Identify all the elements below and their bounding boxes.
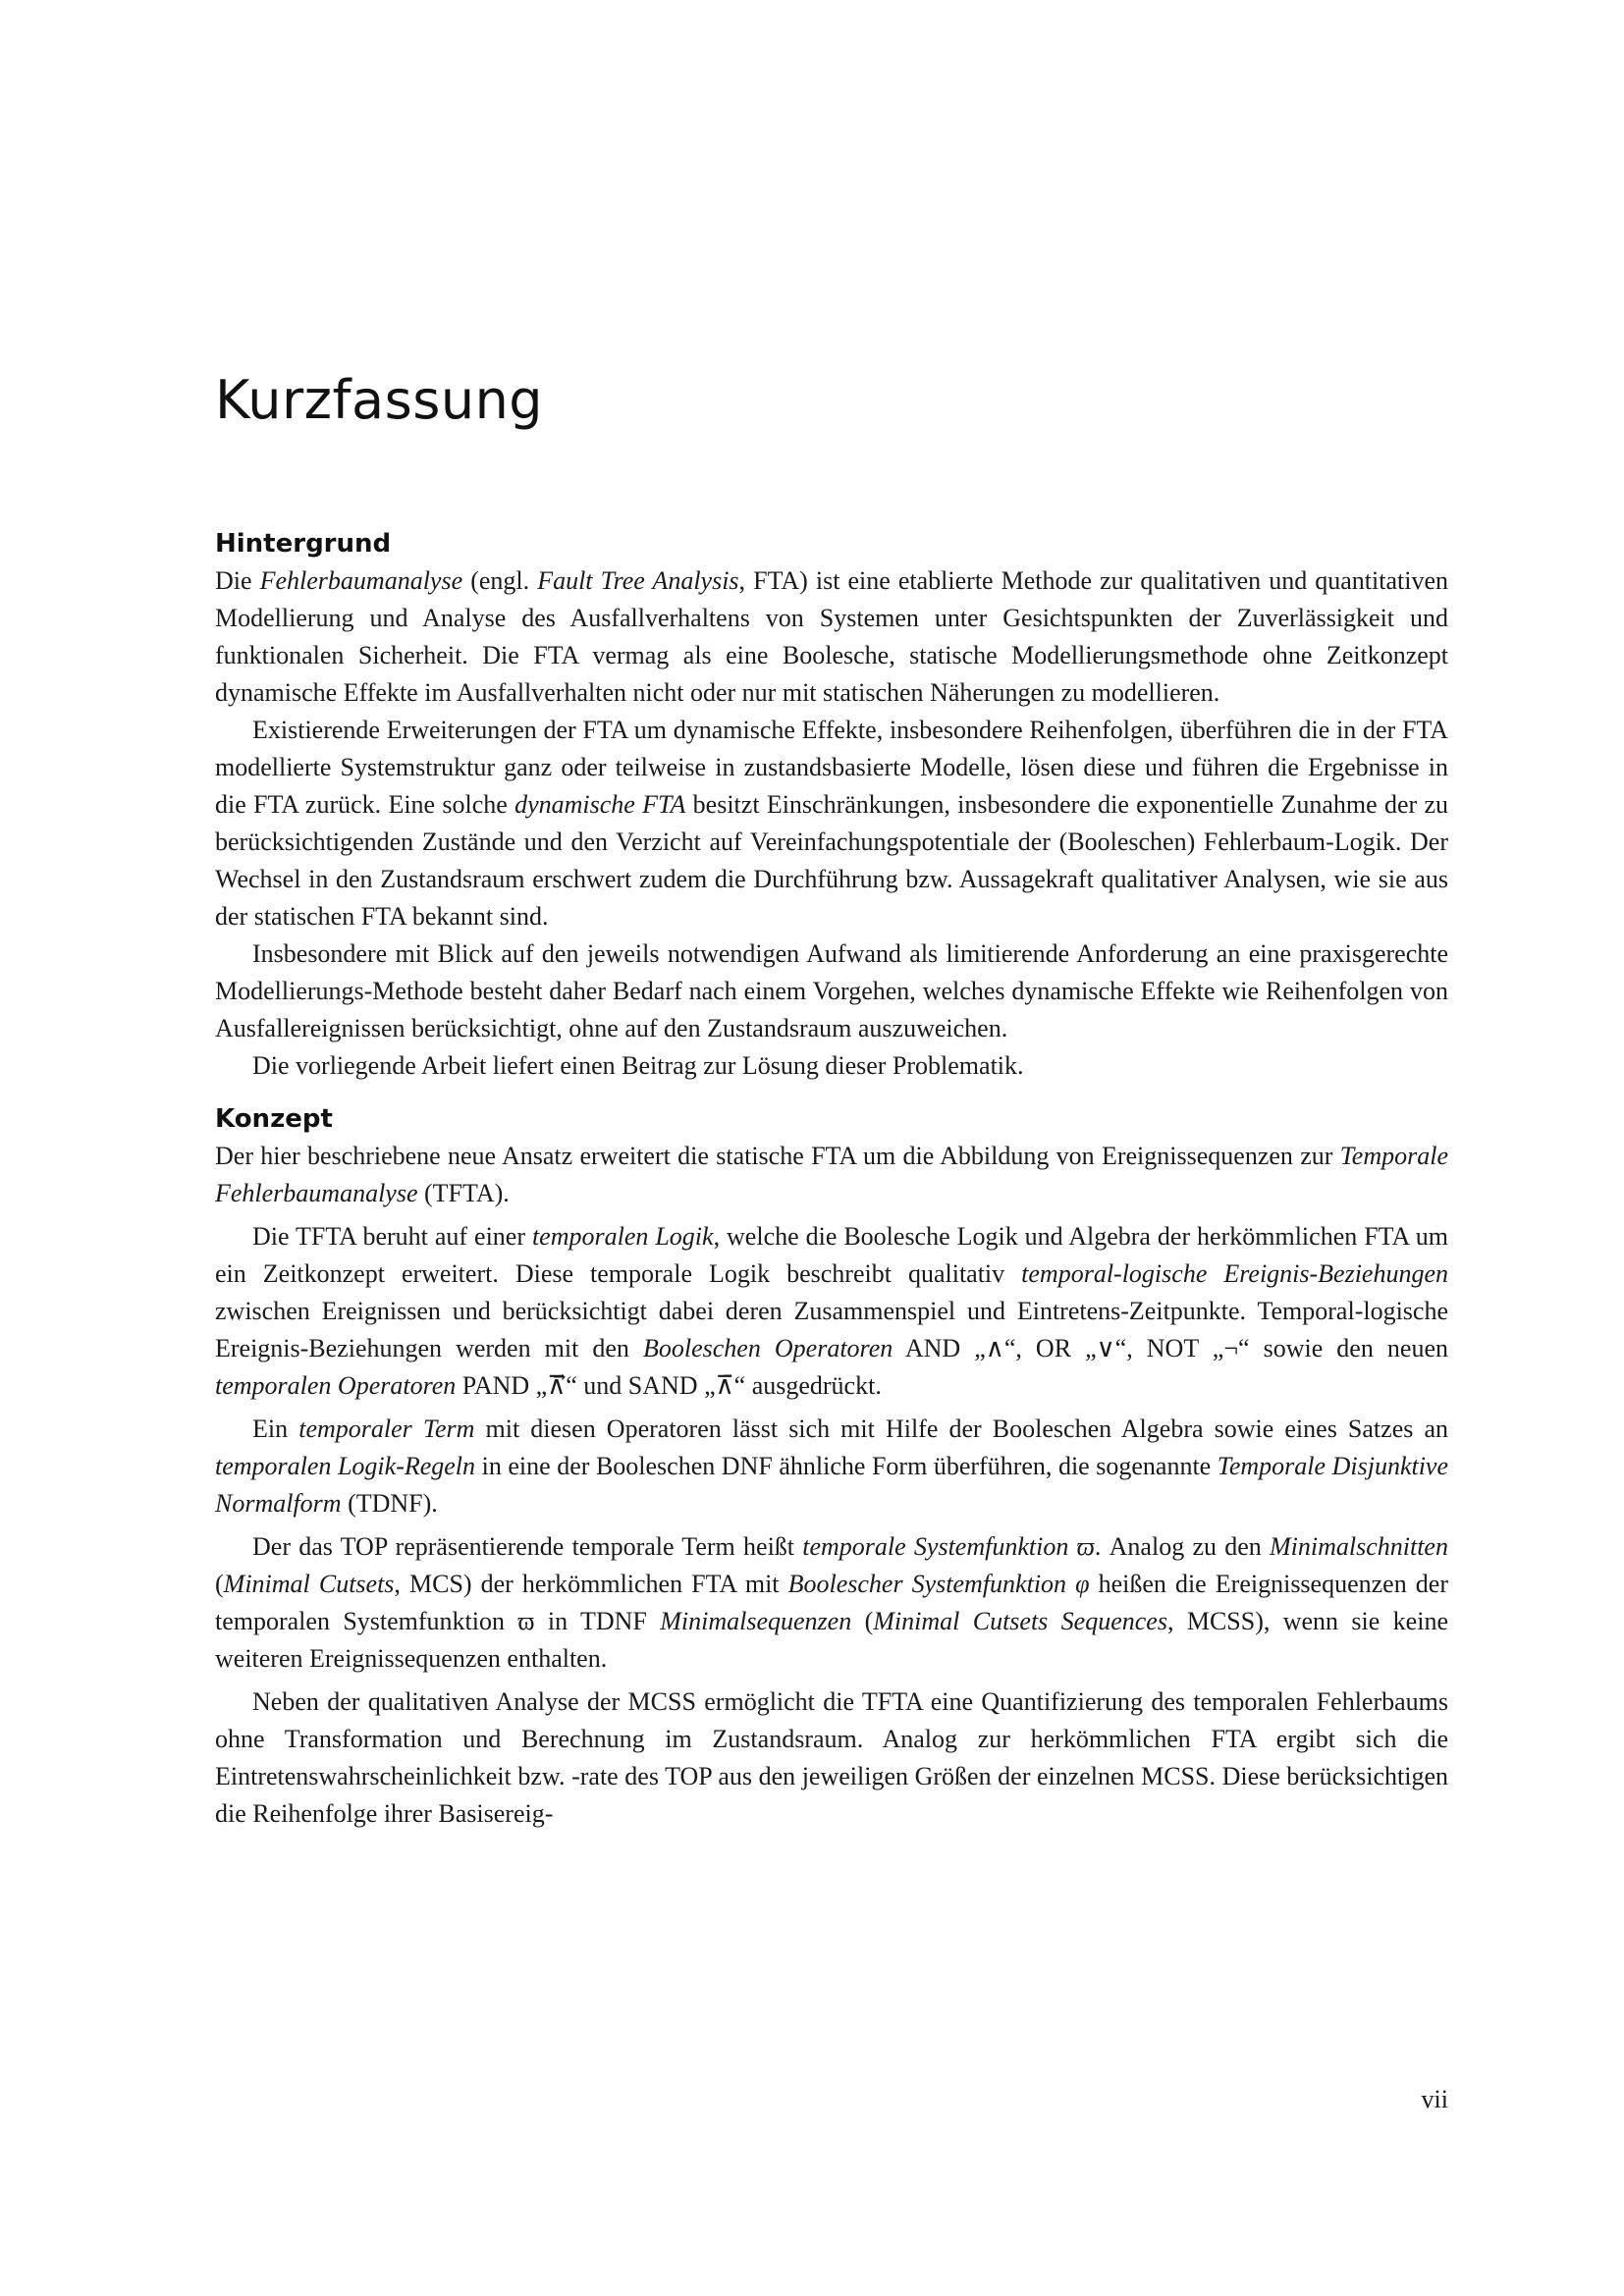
section-heading-konzept: Konzept: [215, 1104, 333, 1134]
section-heading-hintergrund: Hintergrund: [215, 529, 392, 559]
paragraph-konzept-3: Ein temporaler Term mit diesen Operatoren lässt sich mit Hilfe der Booleschen Algebra sowie eines Satzes an temporalen Logik-Regeln in eine der Booleschen DNF ähnliche Form überführen, die sogenannte Temporale Disjunktive Normalform (TDNF).: [215, 1415, 1449, 1518]
paragraph-hintergrund-2: Existierende Erweiterungen der FTA um dynamische Effekte, insbesondere Reihenfolgen, überführen die in der FTA modellierte Systemstruktur ganz oder teilweise in zustandsbasierte Modelle, lösen diese und führen die Ergebnisse in die FTA zurück. Eine solche dynamische FTA besitzt Einschränkungen, insbesondere die exponentielle Zunahme der zu berücksichtigenden Zustände und den Verzicht auf Vereinfachungspotentiale der (Booleschen) Fehlerbaum-Logik. Der Wechsel in den Zustandsraum erschwert zudem die Durchführung bzw. Aussagekraft qualitativer Analysen, wie sie aus der statischen FTA bekannt sind.: [215, 716, 1448, 931]
paragraph-konzept-1: Der hier beschriebene neue Ansatz erweitert die statische FTA um die Abbildung von Ereignissequenzen zur Temporale Fehlerbaumanalyse (TFTA).: [215, 1142, 1448, 1207]
paragraph-konzept-4: Der das TOP repräsentierende temporale Term heißt temporale Systemfunktion ϖ. Analog zu den Minimalschnitten (Minimal Cutsets, MCS) der herkömmlichen FTA mit Boolescher Systemfunktion φ heißen die Ereignissequenzen der temporalen Systemfunktion ϖ in TDNF Minimalsequenzen (Minimal Cutsets Sequences, MCSS), wenn sie keine weiteren Ereignissequenzen enthalten.: [215, 1532, 1448, 1673]
chapter-title: Kurzfassung: [215, 369, 544, 431]
paragraph-hintergrund-1: Die Fehlerbaumanalyse (engl. Fault Tree Analysis, FTA) ist eine etablierte Methode zur qualitativen und quantitativen Modellierung und Analyse des Ausfallverhaltens von Systemen unter Gesichtspunkten der Zuverlässigkeit und funktionalen Sicherheit. Die FTA vermag als eine Boolesche, statische Modellierungsmethode ohne Zeitkonzept dynamische Effekte im Ausfallverhalten nicht oder nur mit statischen Näherungen zu modellieren.: [215, 566, 1449, 707]
paragraph-konzept-2: Die TFTA beruht auf einer temporalen Logik, welche die Boolesche Logik und Algebra der herkömmlichen FTA um ein Zeitkonzept erweitert. Diese temporale Logik beschreibt qualitativ temporal-logische Ereignis-Beziehungen zwischen Ereignissen und berücksichtigt dabei deren Zusammenspiel und Eintretens-Zeitpunkte. Temporal-logische Ereignis-Beziehungen werden mit den Booleschen Operatoren AND „∧“, OR „∨“, NOT „¬“ sowie den neuen temporalen Operatoren PAND „⊼⃗“ und SAND „⊼̄“ ausgedrückt.: [215, 1222, 1449, 1400]
paragraph-konzept-5: Neben der qualitativen Analyse der MCSS ermöglicht die TFTA eine Quantifizierung des temporalen Fehlerbaums ohne Transformation und Berechnung im Zustandsraum. Analog zur herkömmlichen FTA ergibt sich die Eintretenswahrscheinlichkeit bzw. -rate des TOP aus den jeweiligen Größen der einzelnen MCSS. Diese berücksichtigen die Reihenfolge ihrer Basisereig-: [215, 1687, 1448, 1828]
abstract-body: [215, 525, 1448, 1833]
paragraph-hintergrund-4: Die vorliegende Arbeit liefert einen Beitrag zur Lösung dieser Problematik.: [252, 1051, 1024, 1080]
paragraph-hintergrund-3: Insbesondere mit Blick auf den jeweils notwendigen Aufwand als limitierende Anforderung an eine praxisgerechte Modellierungs-Methode besteht daher Bedarf nach einem Vorgehen, welches dynamische Effekte wie Reihenfolgen von Ausfallereignissen berücksichtigt, ohne auf den Zustandsraum auszuweichen.: [215, 939, 1448, 1042]
page-number: vii: [1421, 2085, 1448, 2113]
